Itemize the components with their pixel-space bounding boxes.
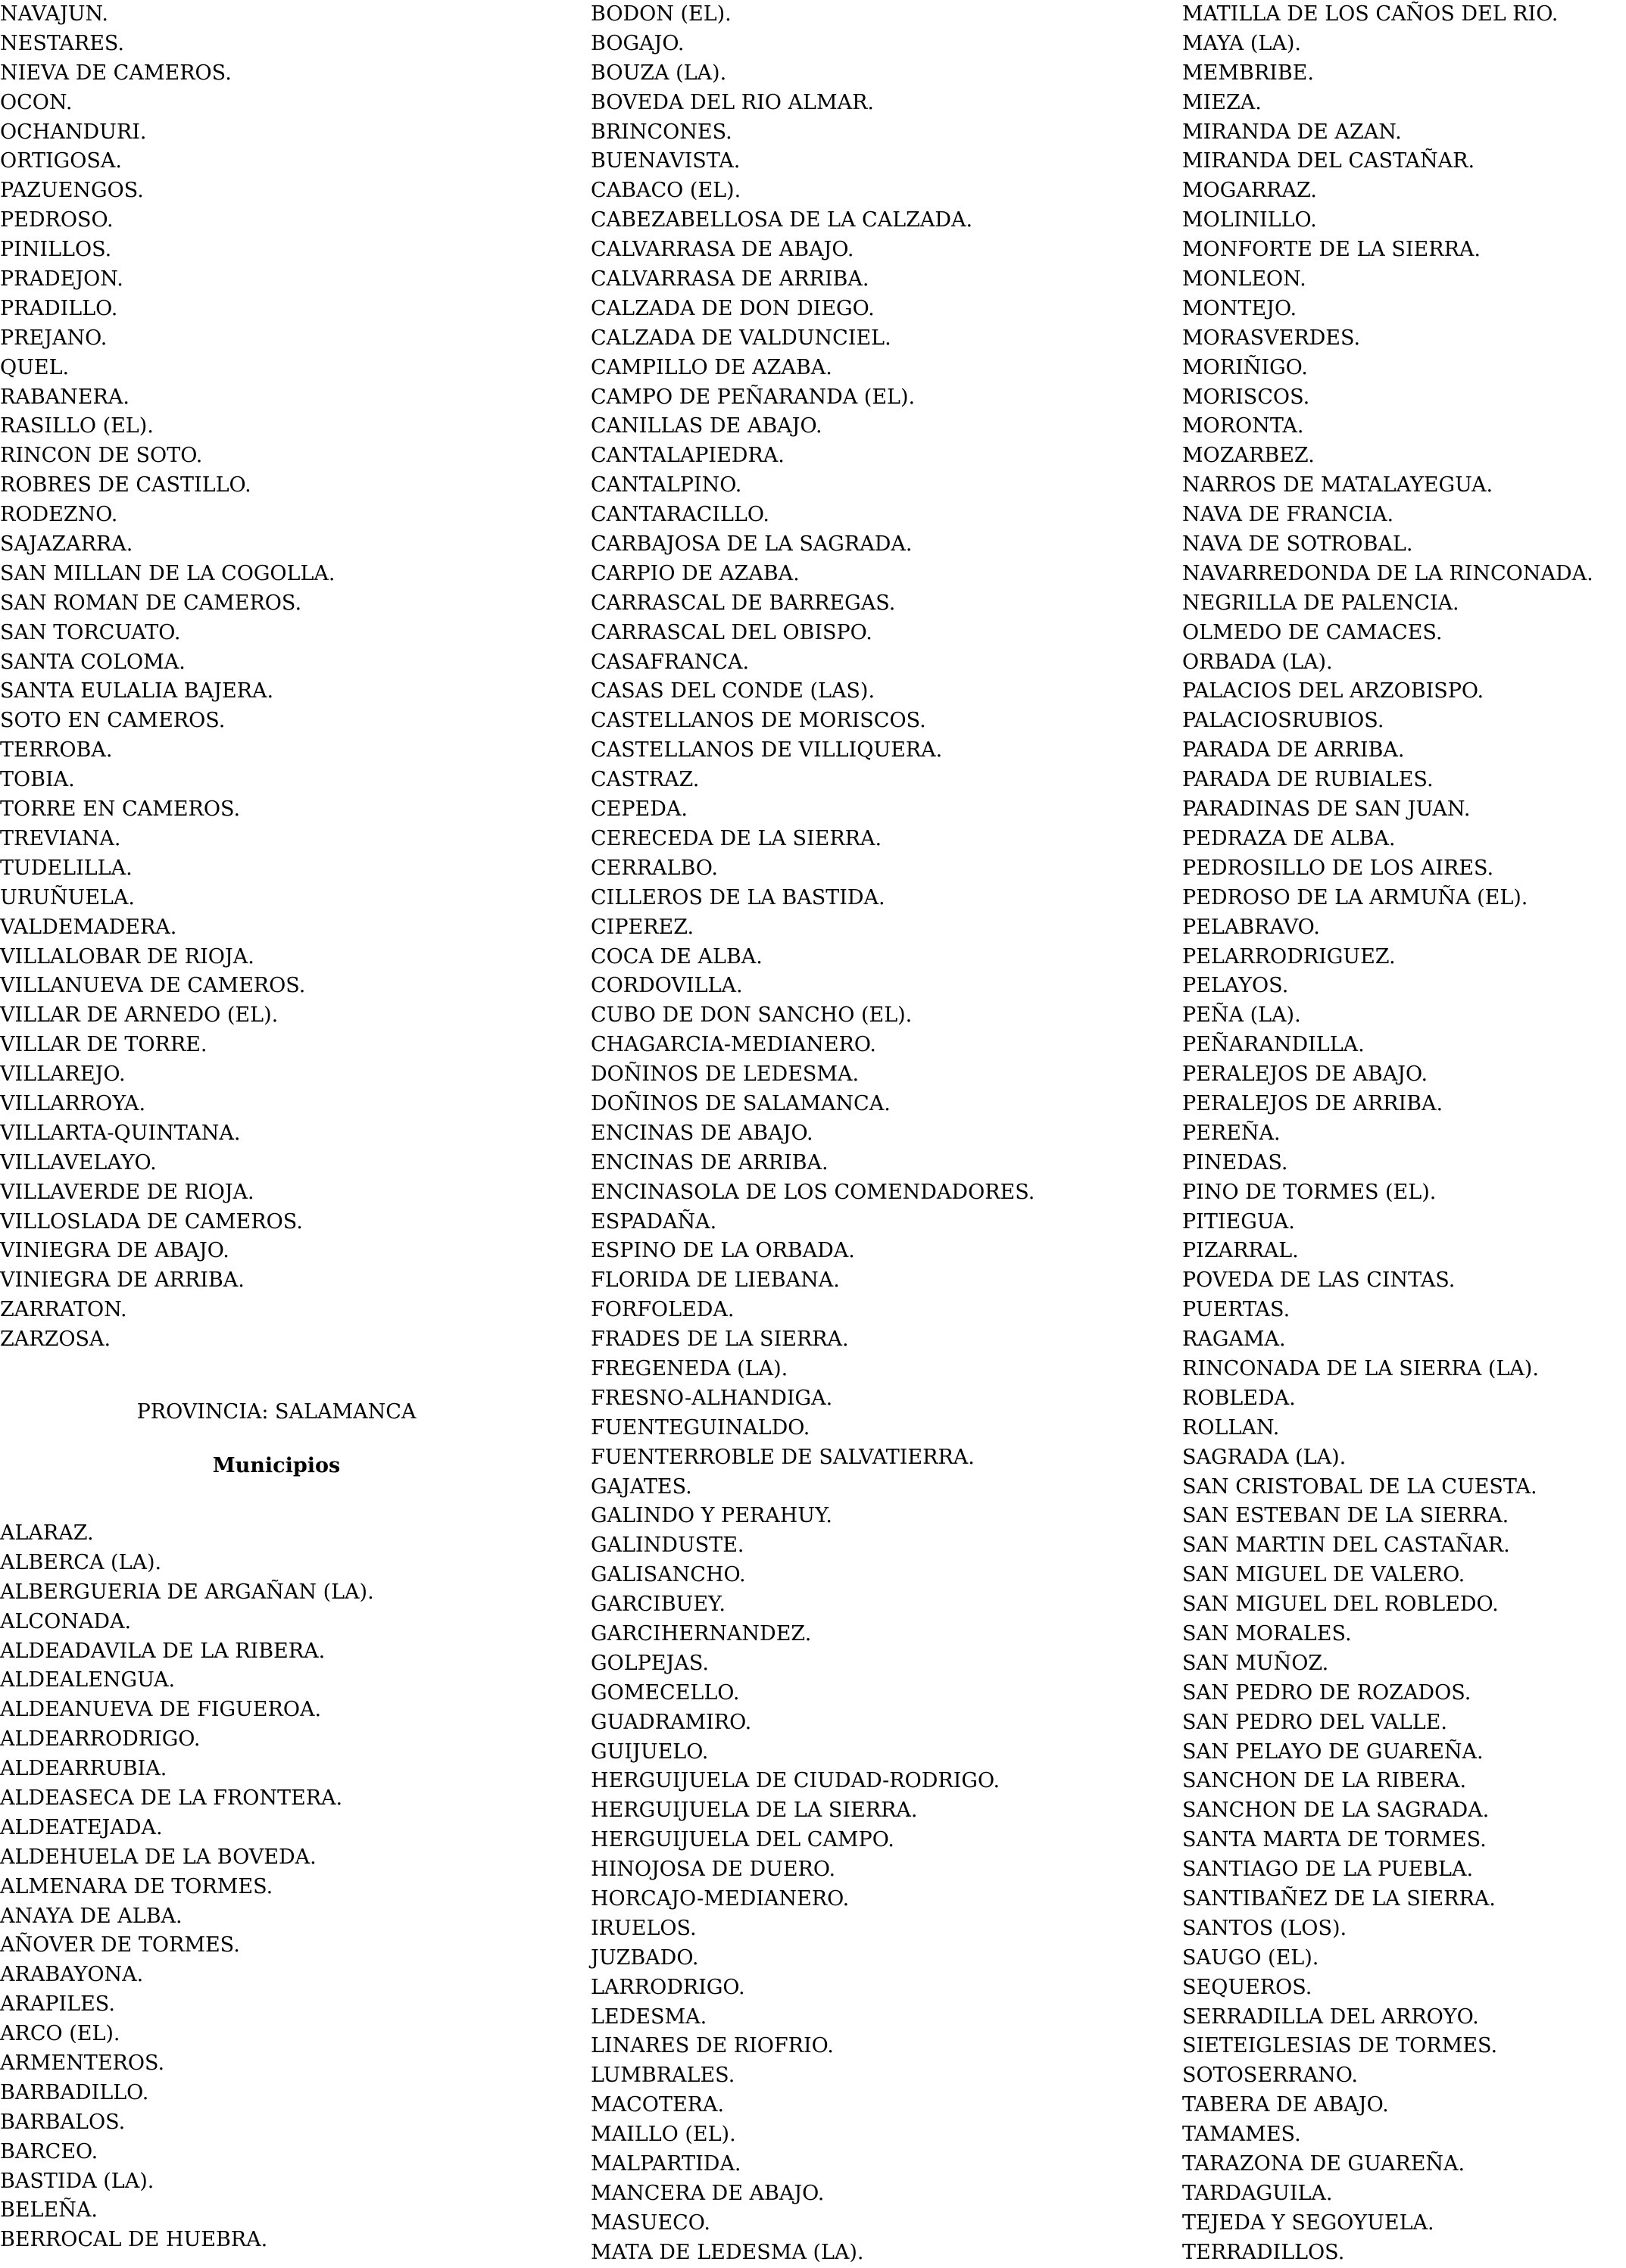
municipality-entry: GUIJUELO. xyxy=(591,1739,709,1764)
municipality-entry: URUÑUELA. xyxy=(0,885,135,909)
municipality-entry: POVEDA DE LAS CINTAS. xyxy=(1182,1268,1456,1293)
column-1-salamanca-list xyxy=(0,1519,374,2255)
municipality-entry: SAN MIGUEL DE VALERO. xyxy=(1182,1563,1465,1587)
municipality-entry: MALPARTIDA. xyxy=(591,2152,741,2176)
municipality-entry: PEÑARANDILLA. xyxy=(1182,1033,1365,1057)
municipality-entry: CIPEREZ. xyxy=(591,915,694,939)
municipality-entry: MORASVERDES. xyxy=(1182,326,1361,350)
municipality-entry: CEPEDA. xyxy=(591,797,688,822)
municipality-entry: ARMENTEROS. xyxy=(0,2051,165,2076)
municipality-entry: PEDROSO. xyxy=(0,208,114,232)
municipality-entry: VILLOSLADA DE CAMEROS. xyxy=(0,1209,303,1234)
municipality-entry: OCHANDURI. xyxy=(0,120,147,144)
municipality-entry: GUADRAMIRO. xyxy=(591,1710,752,1734)
municipality-entry: JUZBADO. xyxy=(591,1945,699,1970)
municipality-entry: GALINDO Y PERAHUY. xyxy=(591,1504,832,1528)
municipality-entry: PARADINAS DE SAN JUAN. xyxy=(1182,797,1471,822)
municipality-entry: PEREÑA. xyxy=(1182,1121,1281,1145)
municipality-entry: GAJATES. xyxy=(591,1474,692,1499)
municipality-entry: GOLPEJAS. xyxy=(591,1651,709,1675)
municipality-entry: GARCIHERNANDEZ. xyxy=(591,1621,812,1646)
municipality-entry: NIEVA DE CAMEROS. xyxy=(0,61,232,85)
municipality-entry: LUMBRALES. xyxy=(591,2064,735,2088)
municipality-entry: RINCONADA DE LA SIERRA (LA). xyxy=(1182,1356,1539,1380)
municipality-entry: CANTALPINO. xyxy=(591,473,742,498)
municipality-entry: RABANERA. xyxy=(0,385,130,409)
municipality-entry: HERGUIJUELA DE CIUDAD-RODRIGO. xyxy=(591,1769,1000,1793)
municipality-entry: PREJANO. xyxy=(0,326,108,350)
municipality-entry: CARRASCAL DEL OBISPO. xyxy=(591,620,872,644)
municipality-entry: ROBRES DE CASTILLO. xyxy=(0,473,251,498)
municipality-entry: FLORIDA DE LIEBANA. xyxy=(591,1268,840,1293)
municipality-entry: VALDEMADERA. xyxy=(0,915,177,939)
municipality-entry: HERGUIJUELA DEL CAMPO. xyxy=(591,1828,894,1852)
municipality-entry: ORTIGOSA. xyxy=(0,149,122,173)
municipality-entry: MIEZA. xyxy=(1182,90,1262,114)
municipality-entry: TABERA DE ABAJO. xyxy=(1182,2093,1389,2117)
municipality-entry: SAN PEDRO DEL VALLE. xyxy=(1182,1710,1447,1734)
municipality-entry: AÑOVER DE TORMES. xyxy=(0,1933,240,1958)
municipality-entry: PIZARRAL. xyxy=(1182,1239,1299,1263)
municipality-entry: ALDEATEJADA. xyxy=(0,1815,163,1839)
municipality-entry: PINILLOS. xyxy=(0,238,112,262)
municipality-entry: FRESNO-ALHANDIGA. xyxy=(591,1386,833,1410)
municipality-entry: SANTIBAÑEZ DE LA SIERRA. xyxy=(1182,1887,1496,1911)
municipality-entry: CALZADA DE DON DIEGO. xyxy=(591,296,875,320)
municipality-entry: OCON. xyxy=(0,90,73,114)
municipality-entry: VILLALOBAR DE RIOJA. xyxy=(0,944,254,969)
municipality-entry: BARBADILLO. xyxy=(0,2080,149,2104)
municipality-entry: BODON (EL). xyxy=(591,2,732,26)
column-2-list xyxy=(591,0,1035,2268)
municipality-entry: FREGENEDA (LA). xyxy=(591,1356,788,1380)
municipality-entry: BELEÑA. xyxy=(0,2198,98,2223)
municipality-entry: SOTOSERRANO. xyxy=(1182,2064,1358,2088)
municipality-entry: MORISCOS. xyxy=(1182,385,1310,409)
municipality-entry: VINIEGRA DE ARRIBA. xyxy=(0,1268,245,1293)
municipality-entry: MATA DE LEDESMA (LA). xyxy=(591,2240,864,2264)
municipality-entry: ROLLAN. xyxy=(1182,1415,1280,1440)
municipality-entry: ALDEANUEVA DE FIGUEROA. xyxy=(0,1698,322,1722)
municipality-entry: RASILLO (EL). xyxy=(0,414,154,438)
municipality-entry: HINOJOSA DE DUERO. xyxy=(591,1858,836,1882)
municipality-entry: PELARRODRIGUEZ. xyxy=(1182,944,1396,969)
municipality-entry: NARROS DE MATALAYEGUA. xyxy=(1182,473,1493,498)
municipality-entry: NAVAJUN. xyxy=(0,2,109,26)
municipality-entry: VILLAVERDE DE RIOJA. xyxy=(0,1180,254,1204)
municipality-entry: BOUZA (LA). xyxy=(591,61,727,85)
municipality-entry: SANCHON DE LA SAGRADA. xyxy=(1182,1798,1490,1823)
municipality-entry: BASTIDA (LA). xyxy=(0,2169,154,2193)
municipality-entry: ALDEARRODRIGO. xyxy=(0,1727,201,1752)
municipality-entry: TAMAMES. xyxy=(1182,2123,1301,2147)
municipality-entry: NESTARES. xyxy=(0,31,125,55)
municipality-entry: OLMEDO DE CAMACES. xyxy=(1182,620,1443,644)
municipality-entry: BERROCAL DE HUEBRA. xyxy=(0,2228,268,2252)
municipality-entry: CAMPO DE PEÑARANDA (EL). xyxy=(591,385,916,409)
municipality-entry: PRADILLO. xyxy=(0,296,118,320)
municipality-entry: MOLINILLO. xyxy=(1182,208,1317,232)
municipality-entry: TARDAGUILA. xyxy=(1182,2181,1333,2205)
municipality-entry: TERRADILLOS. xyxy=(1182,2240,1345,2264)
municipality-entry: SEQUEROS. xyxy=(1182,1975,1312,1999)
municipality-entry: MASUECO. xyxy=(591,2210,710,2235)
municipality-entry: SAGRADA (LA). xyxy=(1182,1445,1347,1469)
municipality-entry: SAUGO (EL). xyxy=(1182,1945,1319,1970)
municipality-entry: PELABRAVO. xyxy=(1182,915,1320,939)
municipality-entry: SAN TORCUATO. xyxy=(0,620,181,644)
municipality-entry: FORFOLEDA. xyxy=(591,1298,735,1322)
municipality-entry: ZARZOSA. xyxy=(0,1327,111,1352)
municipality-entry: CASTELLANOS DE VILLIQUERA. xyxy=(591,738,943,763)
municipality-entry: ENCINAS DE ARRIBA. xyxy=(591,1150,829,1175)
municipality-entry: SAN ROMAN DE CAMEROS. xyxy=(0,591,302,615)
municipality-entry: SANTA MARTA DE TORMES. xyxy=(1182,1828,1487,1852)
municipality-entry: SOTO EN CAMEROS. xyxy=(0,709,226,733)
municipality-entry: NAVA DE FRANCIA. xyxy=(1182,503,1394,527)
municipality-entry: ORBADA (LA). xyxy=(1182,650,1333,674)
municipality-entry: TEJEDA Y SEGOYUELA. xyxy=(1182,2210,1434,2235)
municipality-entry: IRUELOS. xyxy=(591,1916,697,1940)
municipality-entry: CORDOVILLA. xyxy=(591,974,743,998)
municipality-entry: MAYA (LA). xyxy=(1182,31,1301,55)
municipality-entry: CASTELLANOS DE MORISCOS. xyxy=(591,709,926,733)
municipality-entry: ENCINAS DE ABAJO. xyxy=(591,1121,813,1145)
municipality-entry: HORCAJO-MEDIANERO. xyxy=(591,1887,850,1911)
municipality-entry: ALDEHUELA DE LA BOVEDA. xyxy=(0,1845,317,1869)
municipality-entry: TERROBA. xyxy=(0,738,113,763)
municipality-entry: SAN PEDRO DE ROZADOS. xyxy=(1182,1680,1472,1705)
municipality-entry: SAN MUÑOZ. xyxy=(1182,1651,1329,1675)
municipality-entry: ARCO (EL). xyxy=(0,2022,120,2046)
municipality-entry: CARRASCAL DE BARREGAS. xyxy=(591,591,896,615)
municipality-entry: NAVARREDONDA DE LA RINCONADA. xyxy=(1182,561,1593,585)
municipality-entry: ARAPILES. xyxy=(0,1992,115,2017)
municipality-entry: BRINCONES. xyxy=(591,120,732,144)
municipality-entry: LEDESMA. xyxy=(591,2004,707,2029)
municipality-entry: PAZUENGOS. xyxy=(0,179,144,203)
municipality-entry: CABEZABELLOSA DE LA CALZADA. xyxy=(591,208,973,232)
municipality-entry: VINIEGRA DE ABAJO. xyxy=(0,1239,229,1263)
municipality-entry: LINARES DE RIOFRIO. xyxy=(591,2034,834,2058)
municipality-entry: CABACO (EL). xyxy=(591,179,741,203)
municipality-entry: MACOTERA. xyxy=(591,2093,725,2117)
municipality-entry: CUBO DE DON SANCHO (EL). xyxy=(591,1003,913,1028)
municipality-entry: SIETEIGLESIAS DE TORMES. xyxy=(1182,2034,1498,2058)
municipality-entry: MORONTA. xyxy=(1182,414,1304,438)
municipality-entry: ALCONADA. xyxy=(0,1609,132,1633)
municipality-entry: MONTEJO. xyxy=(1182,296,1297,320)
municipality-entry: VILLAREJO. xyxy=(0,1062,126,1087)
municipality-entry: ZARRATON. xyxy=(0,1298,127,1322)
municipality-entry: TOBIA. xyxy=(0,768,75,792)
municipality-entry: SAN PELAYO DE GUAREÑA. xyxy=(1182,1739,1484,1764)
municipality-entry: RODEZNO. xyxy=(0,503,118,527)
municipality-entry: BARBALOS. xyxy=(0,2110,126,2134)
municipality-entry: CALZADA DE VALDUNCIEL. xyxy=(591,326,891,350)
province-heading: PROVINCIA: SALAMANCA xyxy=(136,1400,417,1424)
municipality-entry: ROBLEDA. xyxy=(1182,1386,1296,1410)
municipality-entry: MANCERA DE ABAJO. xyxy=(591,2181,825,2205)
municipality-entry: SAN MILLAN DE LA COGOLLA. xyxy=(0,561,335,585)
municipality-entry: ALARAZ. xyxy=(0,1521,94,1545)
municipality-entry: PEÑA (LA). xyxy=(1182,1003,1301,1028)
municipality-entry: SAN MARTIN DEL CASTAÑAR. xyxy=(1182,1533,1510,1558)
section-heading: Municipios xyxy=(212,1454,341,1477)
municipality-entry: BOGAJO. xyxy=(591,31,685,55)
municipality-entry: MORIÑIGO. xyxy=(1182,355,1308,379)
municipality-entry: MIRANDA DEL CASTAÑAR. xyxy=(1182,149,1475,173)
municipality-entry: TREVIANA. xyxy=(0,826,121,850)
municipality-entry: CERECEDA DE LA SIERRA. xyxy=(591,826,882,850)
municipality-entry: CAMPILLO DE AZABA. xyxy=(591,355,832,379)
municipality-entry: CALVARRASA DE ABAJO. xyxy=(591,238,854,262)
municipality-entry: CARPIO DE AZABA. xyxy=(591,561,800,585)
municipality-entry: GALISANCHO. xyxy=(591,1563,746,1587)
municipality-entry: ANAYA DE ALBA. xyxy=(0,1904,183,1928)
municipality-entry: PITIEGUA. xyxy=(1182,1209,1295,1234)
municipality-entry: CANILLAS DE ABAJO. xyxy=(591,414,822,438)
municipality-entry: SAN ESTEBAN DE LA SIERRA. xyxy=(1182,1504,1509,1528)
municipality-entry: MONFORTE DE LA SIERRA. xyxy=(1182,238,1481,262)
municipality-entry: TARAZONA DE GUAREÑA. xyxy=(1182,2152,1465,2176)
municipality-entry: ENCINASOLA DE LOS COMENDADORES. xyxy=(591,1180,1035,1204)
municipality-entry: CARBAJOSA DE LA SAGRADA. xyxy=(591,532,913,557)
municipality-entry: TUDELILLA. xyxy=(0,856,133,880)
municipality-entry: ARABAYONA. xyxy=(0,1963,144,1987)
municipality-entry: QUEL. xyxy=(0,355,70,379)
municipality-entry: BUENAVISTA. xyxy=(591,149,741,173)
municipality-entry: SANTOS (LOS). xyxy=(1182,1916,1347,1940)
municipality-entry: PELAYOS. xyxy=(1182,974,1289,998)
municipality-entry: PARADA DE ARRIBA. xyxy=(1182,738,1405,763)
municipality-entry: CANTARACILLO. xyxy=(591,503,769,527)
municipality-entry: SAN MORALES. xyxy=(1182,1621,1352,1646)
municipality-entry: HERGUIJUELA DE LA SIERRA. xyxy=(591,1798,918,1823)
municipality-entry: VILLARTA-QUINTANA. xyxy=(0,1121,241,1145)
municipality-entry: MEMBRIBE. xyxy=(1182,61,1314,85)
municipality-entry: VILLANUEVA DE CAMEROS. xyxy=(0,974,306,998)
municipality-entry: ALDEASECA DE LA FRONTERA. xyxy=(0,1786,343,1811)
municipality-entry: ALDEALENGUA. xyxy=(0,1668,176,1692)
municipality-entry: VILLARROYA. xyxy=(0,1091,146,1115)
municipality-entry: GOMECELLO. xyxy=(591,1680,740,1705)
municipality-entry: COCA DE ALBA. xyxy=(591,944,763,969)
municipality-entry: MONLEON. xyxy=(1182,267,1306,292)
municipality-entry: NEGRILLA DE PALENCIA. xyxy=(1182,591,1459,615)
municipality-entry: DOÑINOS DE LEDESMA. xyxy=(591,1062,860,1087)
municipality-entry: PINO DE TORMES (EL). xyxy=(1182,1180,1437,1204)
municipality-entry: CHAGARCIA-MEDIANERO. xyxy=(591,1033,877,1057)
municipality-entry: CASTRAZ. xyxy=(591,768,700,792)
column-1-list xyxy=(0,0,335,1355)
municipality-entry: CASAS DEL CONDE (LAS). xyxy=(591,679,875,703)
municipality-entry: LARRODRIGO. xyxy=(591,1975,745,1999)
municipality-entry: FUENTERROBLE DE SALVATIERRA. xyxy=(591,1445,975,1469)
municipality-entry: DOÑINOS DE SALAMANCA. xyxy=(591,1091,891,1115)
municipality-entry: PUERTAS. xyxy=(1182,1298,1291,1322)
municipality-entry: MAILLO (EL). xyxy=(591,2123,736,2147)
municipality-entry: SANCHON DE LA RIBERA. xyxy=(1182,1769,1467,1793)
municipality-entry: BOVEDA DEL RIO ALMAR. xyxy=(591,90,875,114)
municipality-entry: PEDROSILLO DE LOS AIRES. xyxy=(1182,856,1494,880)
municipality-entry: MOZARBEZ. xyxy=(1182,444,1315,468)
municipality-entry: VILLAR DE ARNEDO (EL). xyxy=(0,1003,279,1028)
municipality-entry: MATILLA DE LOS CAÑOS DEL RIO. xyxy=(1182,2,1559,26)
municipality-entry: PERALEJOS DE ABAJO. xyxy=(1182,1062,1428,1087)
municipality-entry: CANTALAPIEDRA. xyxy=(591,444,785,468)
column-3-list xyxy=(1182,0,1593,2268)
municipality-entry: CASAFRANCA. xyxy=(591,650,750,674)
municipality-entry: ALMENARA DE TORMES. xyxy=(0,1874,273,1898)
municipality-entry: FUENTEGUINALDO. xyxy=(591,1415,810,1440)
municipality-entry: GARCIBUEY. xyxy=(591,1593,726,1617)
municipality-entry: SERRADILLA DEL ARROYO. xyxy=(1182,2004,1479,2029)
municipality-entry: FRADES DE LA SIERRA. xyxy=(591,1327,849,1352)
municipality-entry: GALINDUSTE. xyxy=(591,1533,744,1558)
municipality-entry: ALDEARRUBIA. xyxy=(0,1757,167,1781)
municipality-entry: CERRALBO. xyxy=(591,856,718,880)
municipality-entry: RAGAMA. xyxy=(1182,1327,1286,1352)
municipality-entry: SAJAZARRA. xyxy=(0,532,133,557)
municipality-entry: PALACIOSRUBIOS. xyxy=(1182,709,1384,733)
municipality-entry: CALVARRASA DE ARRIBA. xyxy=(591,267,869,292)
municipality-entry: NAVA DE SOTROBAL. xyxy=(1182,532,1413,557)
municipality-entry: PINEDAS. xyxy=(1182,1150,1288,1175)
municipality-entry: MIRANDA DE AZAN. xyxy=(1182,120,1402,144)
municipality-entry: ALBERCA (LA). xyxy=(0,1550,162,1574)
municipality-entry: ESPADAÑA. xyxy=(591,1209,717,1234)
municipality-entry: CILLEROS DE LA BASTIDA. xyxy=(591,885,885,909)
municipality-entry: VILLAVELAYO. xyxy=(0,1150,157,1175)
municipality-entry: SANTA EULALIA BAJERA. xyxy=(0,679,274,703)
municipality-entry: MOGARRAZ. xyxy=(1182,179,1317,203)
municipality-entry: ALDEADAVILA DE LA RIBERA. xyxy=(0,1639,326,1663)
municipality-entry: PRADEJON. xyxy=(0,267,123,292)
municipality-entry: PARADA DE RUBIALES. xyxy=(1182,768,1434,792)
municipality-entry: PEDROSO DE LA ARMUÑA (EL). xyxy=(1182,885,1528,909)
municipality-entry: BARCEO. xyxy=(0,2139,98,2163)
municipality-entry: PERALEJOS DE ARRIBA. xyxy=(1182,1091,1443,1115)
municipality-entry: SAN CRISTOBAL DE LA CUESTA. xyxy=(1182,1474,1537,1499)
municipality-entry: VILLAR DE TORRE. xyxy=(0,1033,208,1057)
municipality-entry: ALBERGUERIA DE ARGAÑAN (LA). xyxy=(0,1580,374,1604)
municipality-entry: SAN MIGUEL DEL ROBLEDO. xyxy=(1182,1593,1499,1617)
municipality-entry: ESPINO DE LA ORBADA. xyxy=(591,1239,855,1263)
municipality-entry: PEDRAZA DE ALBA. xyxy=(1182,826,1396,850)
municipality-entry: SANTIAGO DE LA PUEBLA. xyxy=(1182,1858,1474,1882)
municipality-entry: TORRE EN CAMEROS. xyxy=(0,797,241,822)
municipality-entry: PALACIOS DEL ARZOBISPO. xyxy=(1182,679,1484,703)
municipality-entry: SANTA COLOMA. xyxy=(0,650,186,674)
municipality-entry: RINCON DE SOTO. xyxy=(0,444,203,468)
